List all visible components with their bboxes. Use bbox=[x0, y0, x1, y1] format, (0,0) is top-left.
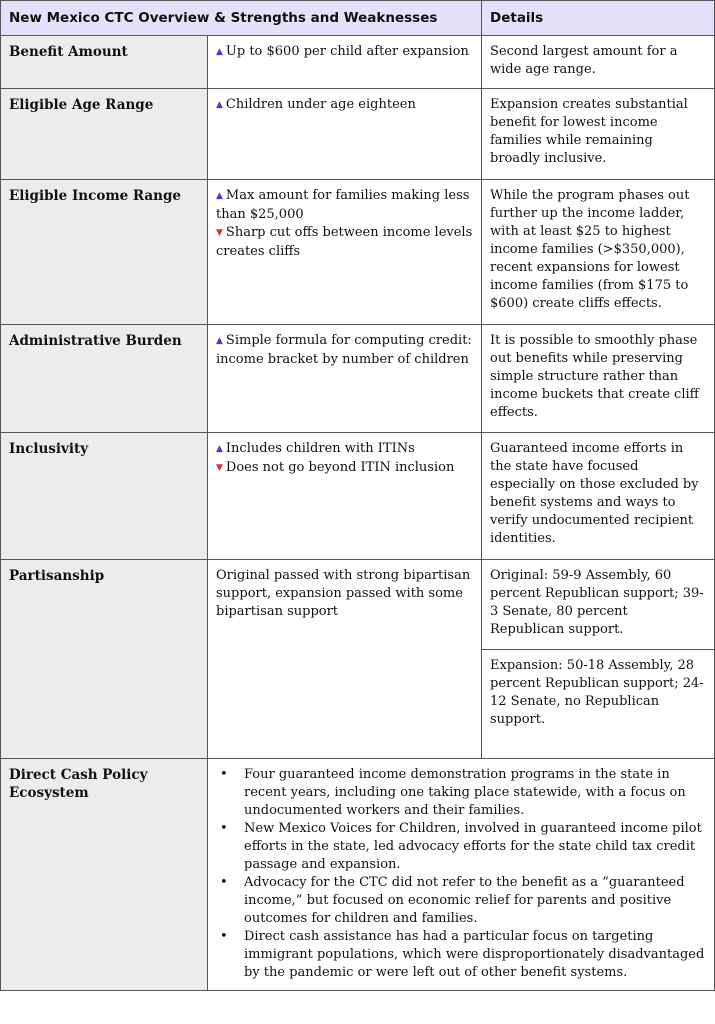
row-items: Original passed with strong bipartisan support, expansion passed with some bipartisan support bbox=[208, 560, 482, 759]
table-row bbox=[1, 759, 715, 991]
item-line bbox=[216, 96, 473, 115]
row-label: Administrative Burden bbox=[1, 325, 208, 433]
item-text: Does not go beyond ITIN inclusion bbox=[225, 460, 455, 475]
header-row bbox=[1, 1, 715, 36]
table-row bbox=[1, 180, 715, 325]
item-text: Children under age eighteen bbox=[225, 97, 416, 112]
row-details-expansion: Expansion: 50-18 Assembly, 28 percent Republican support; 24-12 Senate, no Republican support. bbox=[482, 650, 715, 759]
up-triangle-icon: ▲ bbox=[216, 100, 223, 110]
row-items bbox=[208, 36, 482, 89]
row-details: Second largest amount for a wide age range. bbox=[482, 36, 715, 89]
bullet-list bbox=[216, 766, 706, 982]
row-items bbox=[208, 89, 482, 180]
item-line bbox=[216, 332, 473, 369]
item-text: Max amount for families making less than $25,000 bbox=[216, 188, 470, 222]
row-items bbox=[208, 180, 482, 325]
list-item: • New Mexico Voices for Children, involved in guaranteed income pilot efforts in the state, led advocacy efforts for the state child tax credit passage and expansion. bbox=[236, 820, 706, 874]
up-triangle-icon: ▲ bbox=[216, 444, 223, 454]
row-items bbox=[208, 325, 482, 433]
row-label: Eligible Income Range bbox=[1, 180, 208, 325]
row-details: Guaranteed income efforts in the state have focused especially on those excluded by benefit systems and ways to verify undocumented recipient identities. bbox=[482, 433, 715, 560]
row-details: Expansion creates substantial benefit for lowest income families while remaining broadly inclusive. bbox=[482, 89, 715, 180]
down-triangle-icon: ▼ bbox=[216, 228, 223, 238]
item-text: Up to $600 per child after expansion bbox=[225, 44, 469, 59]
table-row bbox=[1, 325, 715, 433]
item-text: Simple formula for computing credit: income bracket by number of children bbox=[216, 333, 472, 367]
down-triangle-icon: ▼ bbox=[216, 463, 223, 473]
row-details: While the program phases out further up the income ladder, with at least $25 to highest income families (>$350,000), recent expansions for lowest income families (from $175 to $600) create cliffs effects. bbox=[482, 180, 715, 325]
row-label: Direct Cash Policy Ecosystem bbox=[1, 759, 208, 991]
table-row bbox=[1, 560, 715, 650]
up-triangle-icon: ▲ bbox=[216, 336, 223, 346]
table-row bbox=[1, 89, 715, 180]
item-line bbox=[216, 43, 473, 62]
table-row bbox=[1, 36, 715, 89]
item-line bbox=[216, 440, 473, 459]
table-row bbox=[1, 433, 715, 560]
up-triangle-icon: ▲ bbox=[216, 47, 223, 57]
item-line bbox=[216, 224, 473, 261]
item-text: Sharp cut offs between income levels creates cliffs bbox=[216, 225, 473, 259]
header-overview: New Mexico CTC Overview & Strengths and Weaknesses bbox=[1, 1, 482, 36]
row-label: Inclusivity bbox=[1, 433, 208, 560]
row-details-original: Original: 59-9 Assembly, 60 percent Republican support; 39-3 Senate, 80 percent Republican support. bbox=[482, 560, 715, 650]
list-item: • Four guaranteed income demonstration programs in the state in recent years, including one taking place statewide, with a focus on undocumented workers and their families. bbox=[236, 766, 706, 820]
item-line bbox=[216, 459, 473, 478]
header-details: Details bbox=[482, 1, 715, 36]
up-triangle-icon: ▲ bbox=[216, 191, 223, 201]
ecosystem-bullets bbox=[208, 759, 715, 991]
list-item: • Direct cash assistance has had a particular focus on targeting immigrant populations, which were disproportionately disadvantaged by the pandemic or were left out of other benefit systems. bbox=[236, 928, 706, 982]
row-label: Eligible Age Range bbox=[1, 89, 208, 180]
item-line bbox=[216, 187, 473, 224]
row-details: It is possible to smoothly phase out benefits while preserving simple structure rather than income buckets that create cliff effects. bbox=[482, 325, 715, 433]
row-label: Benefit Amount bbox=[1, 36, 208, 89]
list-item: • Advocacy for the CTC did not refer to the benefit as a “guaranteed income,” but focused on economic relief for parents and positive outcomes for children and families. bbox=[236, 874, 706, 928]
item-text: Includes children with ITINs bbox=[225, 441, 415, 456]
row-items bbox=[208, 433, 482, 560]
row-label: Partisanship bbox=[1, 560, 208, 759]
